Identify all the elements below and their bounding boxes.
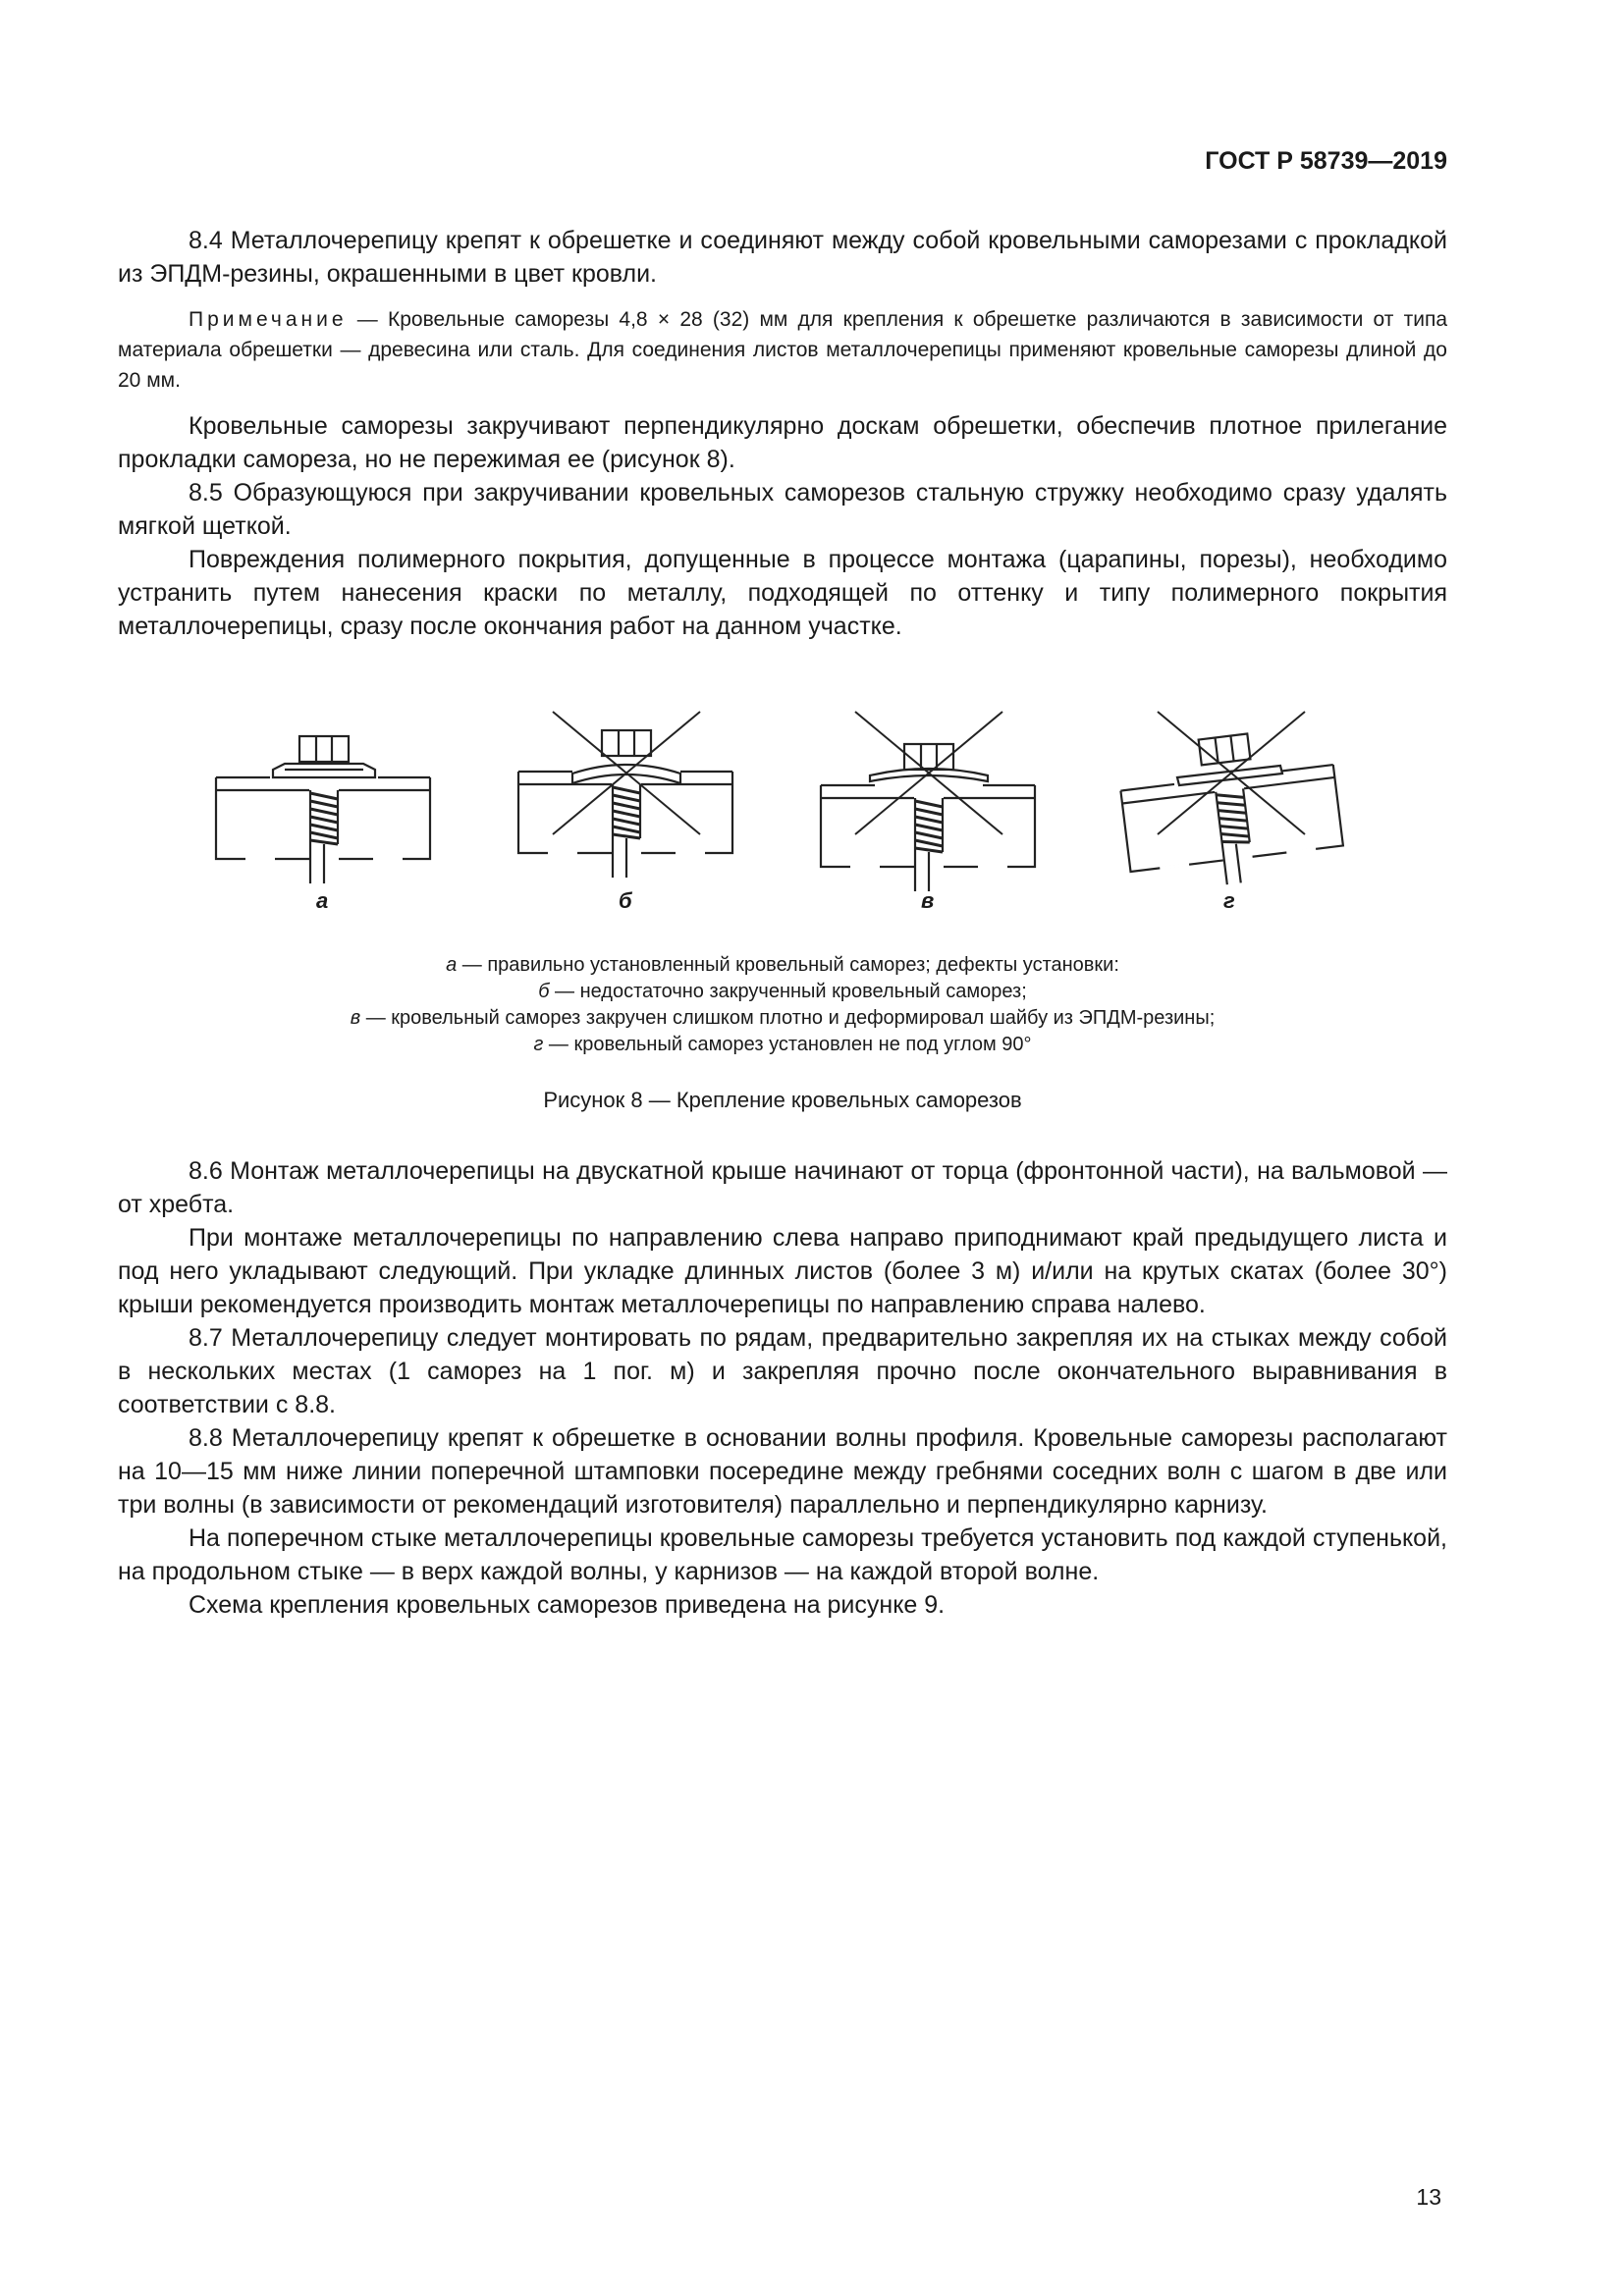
paragraph-8-5-continued: Повреждения полимерного покрытия, допущенные в процессе монтажа (царапины, порезы), необходимо устранить путем нанесения краски по металлу, подходящей по оттенку и типу полимерного покрытия металлочерепицы, сразу после окончания работ на данном участке.	[118, 546, 1447, 640]
panel-g-angled	[1115, 712, 1346, 896]
panel-label-v: в	[921, 888, 935, 913]
legend-key-g: г	[533, 1034, 544, 1055]
legend-row-g	[118, 1032, 1447, 1058]
panel-label-a: а	[316, 888, 329, 913]
paragraph-8-7: 8.7 Металлочерепицу следует монтировать по рядам, предварительно закрепляя их на стыках между собой в нескольких местах (1 саморез на 1 пог. м) и закрепляя прочно после окончательного выравнивания в соответствии с 8.8.	[118, 1324, 1447, 1418]
paragraph-8-4: 8.4 Металлочерепицу крепят к обрешетке и соединяют между собой кровельными саморезами с прокладкой из ЭПДМ-резины, окрашенными в цвет кровли.	[118, 227, 1447, 288]
note-label: Примечание	[189, 308, 348, 331]
legend-text-g: — кровельный саморез установлен не под углом 90°	[543, 1034, 1032, 1055]
panel-b-undertightened	[518, 712, 732, 878]
legend-row-a	[118, 952, 1447, 979]
standard-header: ГОСТ Р 58739—2019	[1205, 147, 1447, 175]
panel-a-correct	[216, 736, 430, 883]
legend-key-v: в	[350, 1007, 361, 1029]
paragraph-8-6: 8.6 Монтаж металлочерепицы на двускатной крыше начинают от торца (фронтонной части), на вальмовой — от хребта.	[118, 1157, 1447, 1218]
legend-row-v	[118, 1005, 1447, 1032]
panel-label-g: г	[1223, 888, 1235, 913]
panel-v-overtightened	[821, 712, 1035, 891]
figure-8-caption: Рисунок 8 — Крепление кровельных саморезов	[543, 1088, 1022, 1112]
legend-row-b	[118, 979, 1447, 1005]
panel-label-b: б	[619, 888, 632, 913]
lower-text-block	[118, 1154, 1447, 1622]
upper-text-block	[118, 224, 1447, 643]
figure-8-legend	[118, 952, 1447, 1058]
paragraph-8-8: 8.8 Металлочерепицу крепят к обрешетке в основании волны профиля. Кровельные саморезы располагают на 10—15 мм ниже линии поперечной штамповки посередине между гребнями соседних волн с шагом в две или три волны (в зависимости от рекомендаций изготовителя) параллельно и перпендикулярно карнизу.	[118, 1424, 1447, 1519]
note-8-4	[118, 304, 1447, 396]
paragraph-8-6-continued: При монтаже металлочерепицы по направлению слева направо приподнимают край предыдущего листа и под него укладывают следующий. При укладке длинных листов (более 3 м) и/или на крутых скатах (более 30°) крыши рекомендуется производить монтаж металлочерепицы по направлению справа налево.	[118, 1224, 1447, 1318]
legend-text-v: — кровельный саморез закручен слишком плотно и деформировал шайбу из ЭПДМ-резины;	[360, 1007, 1216, 1029]
note-text: — Кровельные саморезы 4,8 × 28 (32) мм для крепления к обрешетке различаются в зависимости от типа материала обрешетки — древесина или сталь. Для соединения листов металлочерепицы применяют кровельные саморезы длиной до 20 мм.	[118, 308, 1447, 392]
legend-key-b: б	[538, 981, 550, 1002]
paragraph-8-8-figure-ref: Схема крепления кровельных саморезов приведена на рисунке 9.	[189, 1591, 946, 1619]
paragraph-8-8-continued: На поперечном стыке металлочерепицы кровельные саморезы требуется установить под каждой ступенькой, на продольном стыке — в верх каждой волны, у карнизов — на каждой второй волне.	[118, 1524, 1447, 1585]
paragraph-8-5: 8.5 Образующуюся при закручивании кровельных саморезов стальную стружку необходимо сразу удалять мягкой щеткой.	[118, 479, 1447, 540]
legend-text-b: — недостаточно закрученный кровельный саморез;	[549, 981, 1027, 1002]
legend-text-a: — правильно установленный кровельный саморез; дефекты установки:	[457, 954, 1119, 976]
page-number: 13	[1416, 2184, 1441, 2210]
legend-key-a: а	[446, 954, 458, 976]
paragraph-8-4-continued: Кровельные саморезы закручивают перпендикулярно доскам обрешетки, обеспечив плотное прилегание прокладки самореза, но не пережимая ее (рисунок 8).	[118, 412, 1447, 473]
